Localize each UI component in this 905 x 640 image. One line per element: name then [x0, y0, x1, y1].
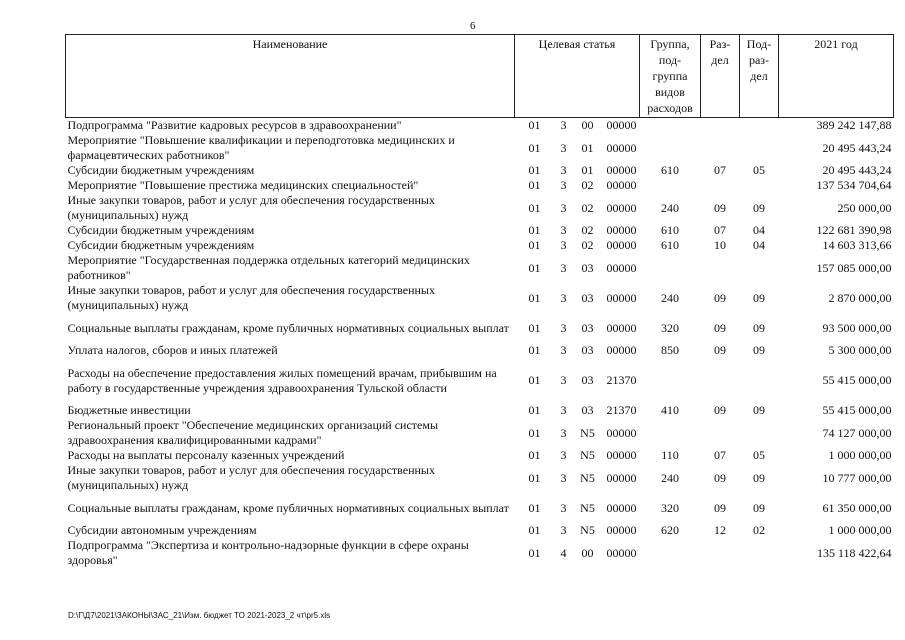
- row-subsection: [740, 133, 779, 163]
- row-target-article: [515, 493, 640, 523]
- row-expense-group: 240: [661, 470, 679, 485]
- row-target-article: [515, 313, 640, 343]
- code-direction: 00000: [606, 118, 637, 132]
- code-program: 01: [528, 238, 541, 252]
- row-section: [701, 118, 740, 134]
- row-amount: 20 495 443,24: [822, 140, 892, 155]
- code-subprogram: 3: [560, 373, 567, 387]
- code-activity: 01: [581, 163, 594, 177]
- code-activity: N5: [580, 448, 595, 462]
- row-name: Субсидии бюджетным учреждениям: [67, 223, 255, 237]
- code-program: 01: [528, 500, 541, 515]
- table-row: [66, 523, 894, 538]
- row-expense-group: 620: [661, 523, 679, 537]
- row-expense-group: [640, 358, 701, 403]
- code-subprogram: 3: [560, 163, 567, 177]
- code-subprogram: 3: [560, 500, 567, 515]
- row-expense-group: 240: [661, 290, 679, 305]
- code-direction: 00000: [606, 470, 637, 485]
- table-row: [66, 238, 894, 253]
- row-target-article: [515, 253, 640, 283]
- row-amount: 74 127 000,00: [822, 425, 892, 440]
- row-expense-group: 320: [661, 500, 679, 515]
- row-subsection: 05: [753, 163, 765, 177]
- budget-table: [65, 34, 894, 568]
- code-program: 01: [528, 545, 541, 560]
- row-target-article: [515, 223, 640, 238]
- row-target-article: [515, 448, 640, 463]
- row-section: 12: [714, 523, 726, 537]
- code-subprogram: 3: [560, 238, 567, 252]
- row-target-article: [515, 418, 640, 448]
- row-subsection: 02: [753, 523, 765, 537]
- row-target-article: [515, 358, 640, 403]
- row-expense-group: 610: [661, 163, 679, 177]
- row-subsection: 05: [753, 448, 765, 462]
- code-direction: 00000: [606, 163, 637, 177]
- code-program: 01: [528, 118, 541, 132]
- row-subsection: 09: [753, 403, 765, 417]
- row-section: 07: [714, 163, 726, 177]
- row-expense-group: 240: [661, 200, 679, 215]
- row-subsection: [740, 178, 779, 193]
- code-program: 01: [528, 223, 541, 237]
- table-row: [66, 313, 894, 343]
- code-subprogram: 3: [560, 320, 567, 335]
- table-row: [66, 493, 894, 523]
- code-activity: 03: [581, 260, 594, 275]
- row-name: Иные закупки товаров, работ и услуг для обеспечения государственных (муниципальных) нужд: [67, 463, 435, 492]
- table-row: [66, 343, 894, 358]
- code-program: 01: [528, 178, 541, 192]
- code-direction: 00000: [606, 178, 637, 192]
- row-target-article: [515, 193, 640, 223]
- row-subsection: [740, 358, 779, 403]
- row-amount: 157 085 000,00: [816, 260, 892, 275]
- code-direction: 00000: [606, 425, 637, 440]
- code-subprogram: 3: [560, 140, 567, 155]
- row-amount: 135 118 422,64: [816, 545, 892, 560]
- row-name: Мероприятие "Повышение квалификации и переподготовка медицинских и фармацевтических работников": [67, 133, 455, 162]
- row-name: Расходы на обеспечение предоставления жилых помещений врачам, прибывшим на работу в государственные учреждения здравоохранения Тульской области: [67, 365, 497, 395]
- row-name: Мероприятие "Государственная поддержка отдельных категорий медицинских работников": [67, 253, 470, 282]
- code-direction: 00000: [606, 523, 637, 537]
- code-activity: 01: [581, 140, 594, 155]
- row-name: Бюджетные инвестиции: [67, 403, 191, 417]
- code-activity: N5: [580, 425, 595, 440]
- row-name: Расходы на выплаты персоналу казенных учреждений: [67, 448, 345, 462]
- row-section: 09: [714, 200, 726, 215]
- table-row: [66, 418, 894, 448]
- row-expense-group: [640, 418, 701, 448]
- row-name: Субсидии бюджетным учреждениям: [67, 238, 255, 252]
- row-section: 09: [714, 320, 726, 335]
- table-row: [66, 538, 894, 568]
- row-section: [701, 253, 740, 283]
- code-program: 01: [528, 140, 541, 155]
- code-activity: 03: [581, 343, 594, 357]
- file-path-footer: D:\Г\Д7\2021\ЗАКОНЫ\ЗАС_21\Изм. бюджет ТО 2021-2023_2 чт\pr5.xls: [68, 611, 331, 620]
- header-section: Раз- дел: [701, 35, 740, 118]
- row-amount: 10 777 000,00: [822, 470, 892, 485]
- row-amount: 2 870 000,00: [828, 290, 892, 305]
- row-expense-group: [640, 118, 701, 134]
- row-name: Региональный проект "Обеспечение медицинских организаций системы здравоохранения квалифицированными кадрами": [67, 418, 439, 447]
- row-amount: 61 350 000,00: [822, 500, 892, 515]
- row-expense-group: [640, 178, 701, 193]
- row-section: 07: [714, 223, 726, 237]
- code-direction: 00000: [606, 260, 637, 275]
- row-subsection: 09: [753, 290, 765, 305]
- code-direction: 00000: [606, 343, 637, 357]
- code-direction: 00000: [606, 238, 637, 252]
- row-subsection: 04: [753, 238, 765, 252]
- code-subprogram: 3: [560, 523, 567, 537]
- row-section: 09: [714, 343, 726, 357]
- table-row: [66, 448, 894, 463]
- code-program: 01: [528, 343, 541, 357]
- row-target-article: [515, 163, 640, 178]
- row-amount: 20 495 443,24: [822, 163, 892, 177]
- row-target-article: [515, 118, 640, 134]
- row-section: 07: [714, 448, 726, 462]
- row-section: 09: [714, 470, 726, 485]
- code-direction: 00000: [606, 500, 637, 515]
- code-direction: 21370: [606, 373, 637, 387]
- table-body: [66, 118, 894, 569]
- row-name: Субсидии бюджетным учреждениям: [67, 163, 255, 177]
- table-row: [66, 118, 894, 134]
- code-program: 01: [528, 523, 541, 537]
- code-program: 01: [528, 163, 541, 177]
- code-direction: 00000: [606, 448, 637, 462]
- code-program: 01: [528, 260, 541, 275]
- row-amount: 5 300 000,00: [828, 343, 892, 357]
- code-subprogram: 3: [560, 260, 567, 275]
- row-expense-group: 410: [661, 403, 679, 417]
- row-target-article: [515, 283, 640, 313]
- table-row: [66, 133, 894, 163]
- row-section: [701, 538, 740, 568]
- table-row: [66, 178, 894, 193]
- row-amount: 1 000 000,00: [828, 448, 892, 462]
- code-activity: 02: [581, 200, 594, 215]
- row-section: [701, 133, 740, 163]
- row-amount: 55 415 000,00: [822, 403, 892, 417]
- row-expense-group: 610: [661, 223, 679, 237]
- row-target-article: [515, 238, 640, 253]
- code-subprogram: 4: [560, 545, 567, 560]
- row-section: 10: [714, 238, 726, 252]
- code-subprogram: 3: [560, 200, 567, 215]
- row-expense-group: 320: [661, 320, 679, 335]
- code-subprogram: 3: [560, 178, 567, 192]
- row-amount: 55 415 000,00: [822, 373, 892, 387]
- row-amount: 137 534 704,64: [816, 178, 892, 192]
- code-direction: 00000: [606, 320, 637, 335]
- code-program: 01: [528, 448, 541, 462]
- row-section: 09: [714, 403, 726, 417]
- table-row: [66, 193, 894, 223]
- code-activity: 00: [581, 545, 594, 560]
- page-number: 6: [470, 20, 476, 32]
- row-amount: 250 000,00: [837, 200, 892, 215]
- code-program: 01: [528, 470, 541, 485]
- row-name: Подпрограмма "Развитие кадровых ресурсов в здравоохранении": [67, 118, 402, 132]
- row-expense-group: 110: [661, 448, 679, 462]
- row-name: Уплата налогов, сборов и иных платежей: [67, 343, 278, 357]
- table-row: [66, 358, 894, 403]
- code-subprogram: 3: [560, 470, 567, 485]
- row-section: [701, 358, 740, 403]
- code-activity: 00: [581, 118, 594, 132]
- row-section: 09: [714, 500, 726, 515]
- header-expense-group: Группа, под- группа видов расходов: [640, 35, 701, 118]
- code-direction: 00000: [606, 223, 637, 237]
- table-header-row: [66, 35, 894, 118]
- code-program: 01: [528, 403, 541, 417]
- code-direction: 21370: [606, 403, 637, 417]
- row-name: Иные закупки товаров, работ и услуг для обеспечения государственных (муниципальных) нужд: [67, 193, 435, 222]
- row-amount: 389 242 147,88: [816, 118, 892, 132]
- code-program: 01: [528, 373, 541, 387]
- row-name: Социальные выплаты гражданам, кроме публичных нормативных социальных выплат: [67, 320, 509, 335]
- code-direction: 00000: [606, 545, 637, 560]
- code-subprogram: 3: [560, 403, 567, 417]
- row-expense-group: [640, 253, 701, 283]
- row-target-article: [515, 343, 640, 358]
- row-target-article: [515, 403, 640, 418]
- code-activity: N5: [580, 500, 595, 515]
- header-subsection: Под- раз- дел: [740, 35, 779, 118]
- header-year: 2021 год: [779, 35, 894, 118]
- row-expense-group: [640, 133, 701, 163]
- row-subsection: 09: [753, 200, 765, 215]
- code-subprogram: 3: [560, 425, 567, 440]
- row-subsection: 09: [753, 343, 765, 357]
- row-subsection: [740, 418, 779, 448]
- row-target-article: [515, 178, 640, 193]
- code-activity: 03: [581, 373, 594, 387]
- code-activity: 03: [581, 320, 594, 335]
- row-subsection: 09: [753, 500, 765, 515]
- row-subsection: 09: [753, 320, 765, 335]
- code-direction: 00000: [606, 200, 637, 215]
- row-section: [701, 178, 740, 193]
- row-target-article: [515, 523, 640, 538]
- code-subprogram: 3: [560, 343, 567, 357]
- row-name: Социальные выплаты гражданам, кроме публичных нормативных социальных выплат: [67, 500, 509, 515]
- table-row: [66, 163, 894, 178]
- row-amount: 1 000 000,00: [828, 523, 892, 537]
- code-subprogram: 3: [560, 223, 567, 237]
- table-row: [66, 223, 894, 238]
- code-program: 01: [528, 320, 541, 335]
- table-row: [66, 463, 894, 493]
- code-activity: 02: [581, 178, 594, 192]
- code-program: 01: [528, 290, 541, 305]
- code-activity: N5: [580, 523, 595, 537]
- table-row: [66, 283, 894, 313]
- row-section: 09: [714, 290, 726, 305]
- header-target-article: Целевая статья: [515, 35, 640, 118]
- header-name: Наименование: [66, 35, 515, 118]
- code-activity: 03: [581, 290, 594, 305]
- row-subsection: [740, 253, 779, 283]
- row-section: [701, 418, 740, 448]
- code-direction: 00000: [606, 140, 637, 155]
- row-name: Субсидии автономным учреждениям: [67, 523, 257, 537]
- code-program: 01: [528, 200, 541, 215]
- code-program: 01: [528, 425, 541, 440]
- row-name: Подпрограмма "Экспертиза и контрольно-надзорные функции в сфере охраны здоровья": [67, 538, 469, 567]
- code-activity: 02: [581, 238, 594, 252]
- table-row: [66, 403, 894, 418]
- row-subsection: [740, 538, 779, 568]
- row-name: Иные закупки товаров, работ и услуг для обеспечения государственных (муниципальных) нужд: [67, 283, 435, 312]
- row-expense-group: [640, 538, 701, 568]
- row-target-article: [515, 538, 640, 568]
- code-subprogram: 3: [560, 118, 567, 132]
- row-expense-group: 610: [661, 238, 679, 252]
- row-amount: 122 681 390,98: [816, 223, 892, 237]
- row-target-article: [515, 133, 640, 163]
- code-activity: N5: [580, 470, 595, 485]
- row-expense-group: 850: [661, 343, 679, 357]
- row-subsection: 09: [753, 470, 765, 485]
- row-target-article: [515, 463, 640, 493]
- row-subsection: 04: [753, 223, 765, 237]
- code-activity: 02: [581, 223, 594, 237]
- code-subprogram: 3: [560, 448, 567, 462]
- table-row: [66, 253, 894, 283]
- code-direction: 00000: [606, 290, 637, 305]
- row-subsection: [740, 118, 779, 134]
- row-amount: 14 603 313,66: [822, 238, 892, 252]
- code-activity: 03: [581, 403, 594, 417]
- code-subprogram: 3: [560, 290, 567, 305]
- row-amount: 93 500 000,00: [822, 320, 892, 335]
- row-name: Мероприятие "Повышение престижа медицинских специальностей": [67, 178, 419, 192]
